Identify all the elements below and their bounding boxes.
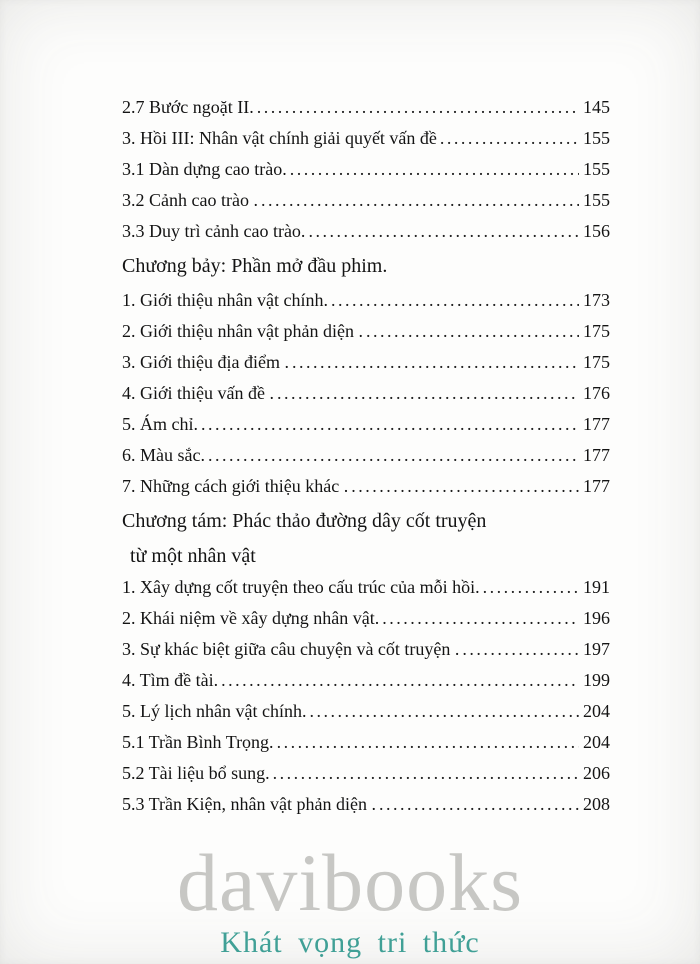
toc-dot-leader xyxy=(277,727,579,758)
toc-dot-leader xyxy=(292,347,579,378)
toc-entry xyxy=(122,440,610,471)
toc-entry xyxy=(122,316,610,347)
toc-dot-leader xyxy=(257,92,579,123)
toc-section-heading xyxy=(122,502,610,540)
toc-page-number: 155 xyxy=(583,190,610,210)
toc-page-number: 204 xyxy=(583,701,610,721)
toc-dot-leader xyxy=(208,440,579,471)
toc-page-number: 177 xyxy=(583,414,610,434)
toc-entry xyxy=(122,727,610,758)
toc-entry xyxy=(122,634,610,665)
toc-dot-leader xyxy=(290,154,579,185)
toc-dot-leader xyxy=(351,471,579,502)
toc-dot-leader xyxy=(366,316,579,347)
toc-dot-leader xyxy=(483,572,579,603)
watermark-tagline: Khát vọng tri thức xyxy=(220,926,480,959)
toc-entry-label: 4. Tìm đề tài. xyxy=(122,670,219,690)
toc-entry-label: 5.1 Trần Bình Trọng. xyxy=(122,732,274,752)
toc-entry-label: 5. Ám chỉ. xyxy=(122,414,198,434)
table-of-contents xyxy=(122,92,610,820)
toc-page-number: 177 xyxy=(583,445,610,465)
toc-entry-label: 1. Giới thiệu nhân vật chính. xyxy=(122,290,328,310)
toc-page-number: 206 xyxy=(583,763,610,783)
toc-entry-label: 7. Những cách giới thiệu khác . xyxy=(122,476,349,496)
toc-entry-label: 5. Lý lịch nhân vật chính. xyxy=(122,701,307,721)
toc-page-number: 204 xyxy=(583,732,610,752)
toc-entry xyxy=(122,409,610,440)
toc-entry xyxy=(122,471,610,502)
toc-page-number: 199 xyxy=(583,670,610,690)
watermark xyxy=(0,837,700,960)
toc-entry xyxy=(122,285,610,316)
toc-entry-label: 3. Giới thiệu địa điểm . xyxy=(122,352,289,372)
toc-dot-leader xyxy=(277,378,579,409)
toc-dot-leader xyxy=(221,665,579,696)
toc-entry-label: 1. Xây dựng cốt truyện theo cấu trúc của mỗi hồi. xyxy=(122,577,480,597)
toc-entry xyxy=(122,696,610,727)
toc-entry-label: 4. Giới thiệu vấn đề . xyxy=(122,383,274,403)
toc-entry xyxy=(122,572,610,603)
toc-entry-label: 3.1 Dàn dựng cao trào. xyxy=(122,159,287,179)
toc-dot-leader xyxy=(440,123,579,154)
toc-entry-label: 5.3 Trần Kiện, nhân vật phản diện . xyxy=(122,794,376,814)
toc-entry-label: 3.2 Cảnh cao trào . xyxy=(122,190,258,210)
toc-page-number: 175 xyxy=(583,352,610,372)
toc-heading-label: từ một nhân vật xyxy=(130,545,256,567)
toc-heading-label: Chương bảy: Phần mở đầu phim. xyxy=(122,255,388,277)
toc-entry xyxy=(122,154,610,185)
toc-heading-label: Chương tám: Phác thảo đường dây cốt truyện xyxy=(122,510,487,532)
toc-page-number: 145 xyxy=(583,97,610,117)
toc-entry-label: 3. Hồi III: Nhân vật chính giải quyết vấn đề xyxy=(122,128,437,148)
toc-dot-leader xyxy=(201,409,579,440)
toc-page-number: 197 xyxy=(583,639,610,659)
toc-entry xyxy=(122,185,610,216)
toc-page-number: 156 xyxy=(583,221,610,241)
toc-page-number: 155 xyxy=(583,159,610,179)
toc-entry-label: 5.2 Tài liệu bổ sung. xyxy=(122,763,270,783)
toc-entry-label: 2. Khái niệm về xây dựng nhân vật. xyxy=(122,608,380,628)
toc-page-number: 208 xyxy=(583,794,610,814)
toc-section-heading xyxy=(122,540,610,572)
toc-dot-leader xyxy=(261,185,579,216)
toc-page-number: 173 xyxy=(583,290,610,310)
toc-dot-leader xyxy=(379,789,579,820)
toc-entry xyxy=(122,92,610,123)
toc-entry xyxy=(122,216,610,247)
toc-entry xyxy=(122,758,610,789)
toc-dot-leader xyxy=(331,285,579,316)
toc-page-number: 191 xyxy=(583,577,610,597)
toc-dot-leader xyxy=(273,758,579,789)
toc-entry-label: 3. Sự khác biệt giữa câu chuyện và cốt truyện . xyxy=(122,639,460,659)
toc-page-number: 196 xyxy=(583,608,610,628)
toc-entry xyxy=(122,378,610,409)
toc-entry xyxy=(122,603,610,634)
toc-entry xyxy=(122,665,610,696)
toc-entry-label: 2. Giới thiệu nhân vật phản diện . xyxy=(122,321,363,341)
toc-entry xyxy=(122,347,610,378)
toc-page-number: 155 xyxy=(583,128,610,148)
toc-dot-leader xyxy=(382,603,579,634)
toc-entry xyxy=(122,123,610,154)
toc-dot-leader xyxy=(462,634,579,665)
toc-dot-leader xyxy=(309,696,579,727)
toc-entry xyxy=(122,789,610,820)
toc-section-heading xyxy=(122,247,610,285)
toc-page-number: 175 xyxy=(583,321,610,341)
watermark-brand: davibooks xyxy=(176,837,524,928)
toc-entry-label: 3.3 Duy trì cảnh cao trào. xyxy=(122,221,306,241)
toc-page-number: 177 xyxy=(583,476,610,496)
toc-entry-label: 2.7 Bước ngoặt II. xyxy=(122,97,254,117)
toc-page-number: 176 xyxy=(583,383,610,403)
toc-entry-label: 6. Màu sắc. xyxy=(122,445,205,465)
toc-dot-leader xyxy=(308,216,579,247)
